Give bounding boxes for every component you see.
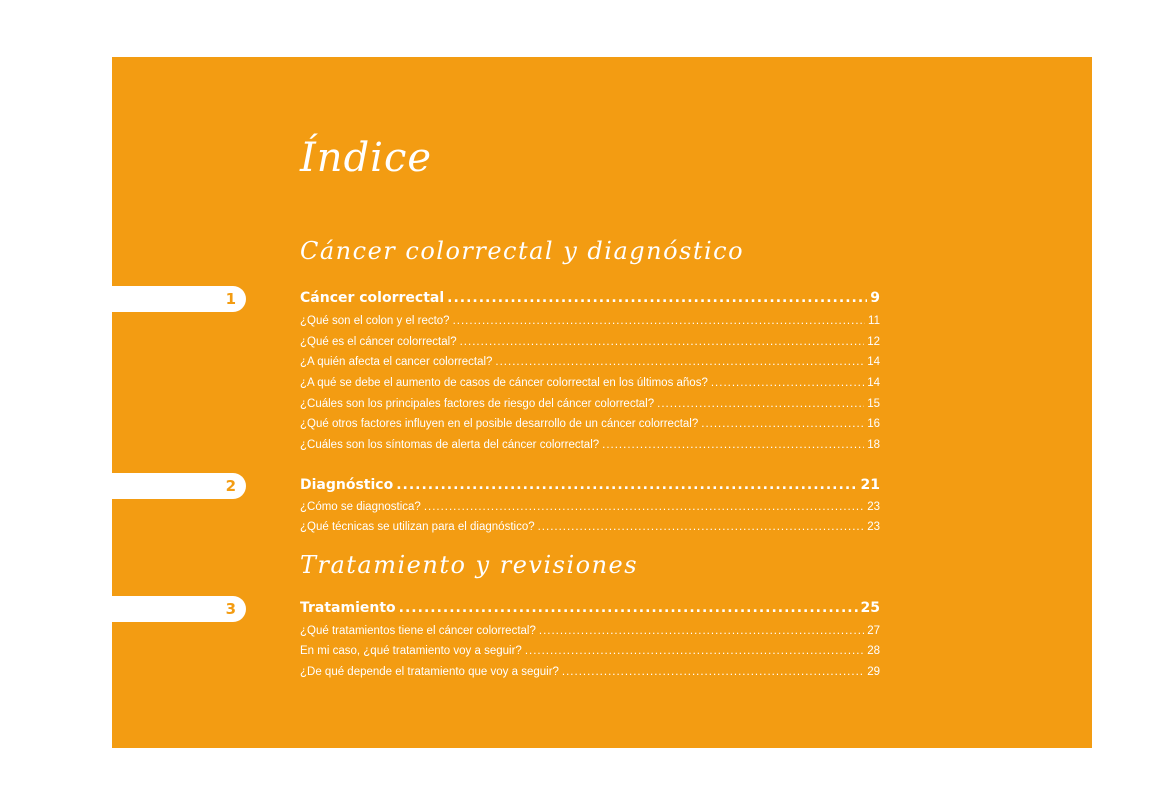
toc-item-label: ¿Cuáles son los síntomas de alerta del cáncer colorrectal? (300, 439, 600, 451)
toc-item-label: ¿Qué es el cáncer colorrectal? (300, 336, 457, 348)
dot-leader (701, 418, 864, 430)
page-title: Índice (300, 135, 433, 181)
chapter-number: 2 (225, 477, 236, 495)
dot-leader (562, 666, 864, 678)
toc-page-number: 16 (867, 418, 880, 430)
toc-item-label: ¿Cuáles son los principales factores de riesgo del cáncer colorrectal? (300, 398, 655, 410)
toc-page-number: 29 (867, 666, 880, 678)
chapter-tab-2 (112, 473, 246, 499)
toc-page-number: 14 (867, 377, 880, 389)
toc-item[interactable] (300, 625, 880, 637)
toc-item[interactable] (300, 315, 880, 327)
toc-item-label: ¿Qué tratamientos tiene el cáncer colorrectal? (300, 625, 536, 637)
dot-leader (657, 398, 864, 410)
toc-item-label: En mi caso, ¿qué tratamiento voy a seguir? (300, 645, 522, 657)
dot-leader (602, 439, 864, 451)
toc-item[interactable] (300, 521, 880, 533)
toc-page-number: 12 (867, 336, 880, 348)
toc-page-number: 23 (867, 521, 880, 533)
toc-item[interactable] (300, 377, 880, 389)
toc-item-label: ¿De qué depende el tratamiento que voy a seguir? (300, 666, 559, 678)
toc-item[interactable] (300, 418, 880, 430)
toc-chapter-title: Diagnóstico (300, 477, 394, 493)
toc-item[interactable] (300, 439, 880, 451)
dot-leader (460, 336, 865, 348)
dot-leader (525, 645, 864, 657)
toc-page-number: 23 (867, 501, 880, 513)
chapter-number: 1 (225, 290, 236, 308)
toc-item-label: ¿A qué se debe el aumento de casos de cáncer colorrectal en los últimos años? (300, 377, 708, 389)
chapter-tab-3 (112, 596, 246, 622)
section-heading-cancer-diagnostico: Cáncer colorrectal y diagnóstico (300, 237, 745, 265)
toc-item-label: ¿Qué otros factores influyen en el posible desarrollo de un cáncer colorrectal? (300, 418, 699, 430)
dot-leader (396, 477, 857, 493)
toc-page-number: 21 (860, 477, 880, 493)
toc-chapter-cancer-colorrectal[interactable] (300, 290, 880, 306)
toc-item-label: ¿A quién afecta el cancer colorrectal? (300, 356, 493, 368)
dot-leader (539, 625, 864, 637)
dot-leader (495, 356, 864, 368)
index-page (112, 57, 1092, 748)
toc-chapter-title: Cáncer colorrectal (300, 290, 445, 306)
toc-item[interactable] (300, 666, 880, 678)
chapter-tab-1 (112, 286, 246, 312)
toc-item-label: ¿Qué son el colon y el recto? (300, 315, 450, 327)
toc-page-number: 9 (870, 290, 880, 306)
dot-leader (538, 521, 865, 533)
section-heading-tratamiento-revisiones: Tratamiento y revisiones (300, 551, 639, 579)
toc-page-number: 27 (867, 625, 880, 637)
toc-item[interactable] (300, 356, 880, 368)
dot-leader (447, 290, 867, 306)
chapter-number: 3 (225, 600, 236, 618)
toc-item[interactable] (300, 501, 880, 513)
dot-leader (711, 377, 864, 389)
toc-page-number: 11 (868, 315, 880, 327)
toc-page-number: 28 (867, 645, 880, 657)
toc-item-label: ¿Cómo se diagnostica? (300, 501, 421, 513)
toc-chapter-diagnostico[interactable] (300, 477, 880, 493)
toc-chapter-title: Tratamiento (300, 600, 396, 616)
toc-page-number: 14 (867, 356, 880, 368)
toc-page-number: 15 (867, 398, 880, 410)
toc-item[interactable] (300, 645, 880, 657)
toc-item[interactable] (300, 336, 880, 348)
dot-leader (424, 501, 864, 513)
toc-page-number: 25 (860, 600, 880, 616)
dot-leader (453, 315, 865, 327)
toc-chapter-tratamiento[interactable] (300, 600, 880, 616)
toc-item[interactable] (300, 398, 880, 410)
toc-item-label: ¿Qué técnicas se utilizan para el diagnóstico? (300, 521, 535, 533)
toc-page-number: 18 (867, 439, 880, 451)
dot-leader (399, 600, 858, 616)
